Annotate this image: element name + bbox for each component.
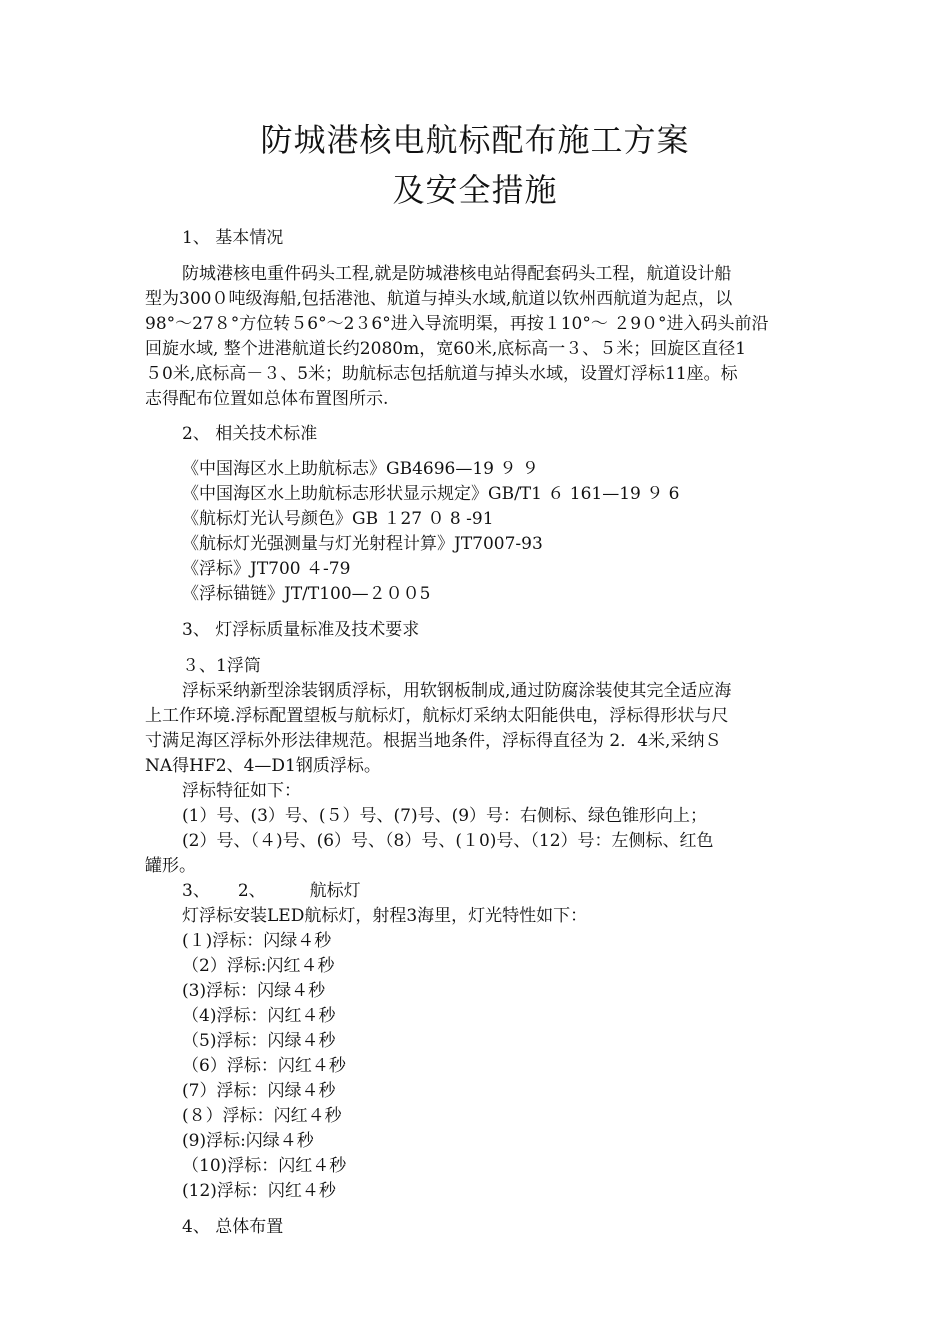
buoy-feature-right-side: (1）号、(3）号、(５）号、(7)号、(9）号：右侧标、绿色锥形向上；: [182, 806, 708, 826]
section-1-line-6: 志得配布位置如总体布置图所示.: [145, 389, 389, 409]
light-characteristic-item: （4)浮标：闪红４秒: [182, 1006, 336, 1026]
standard-item: 《浮标锚链》JT/T100—２００5: [182, 584, 431, 604]
document-title-line-2: 及安全措施: [392, 171, 558, 209]
light-characteristic-item: (12)浮标：闪红４秒: [182, 1181, 336, 1201]
subsection-3-1-heading: ３、1浮筒: [182, 656, 261, 676]
section-1-line-4: 回旋水域, 整个进港航道长约2080m，宽60米,底标高一３、５米；回旋区直径1: [145, 339, 747, 359]
light-characteristic-item: （6）浮标：闪红４秒: [182, 1056, 346, 1076]
standard-item: 《航标灯光认号颜色》GB １27 ０ 8 -91: [182, 509, 494, 529]
light-characteristic-item: (7）浮标：闪绿４秒: [182, 1081, 336, 1101]
light-characteristic-item: （5)浮标：闪绿４秒: [182, 1031, 336, 1051]
section-1-heading: 1、 基本情况: [182, 228, 284, 248]
document-title-line-1: 防城港核电航标配布施工方案: [260, 121, 690, 159]
buoy-features-label: 浮标特征如下：: [182, 781, 301, 801]
light-characteristic-item: (１)浮标：闪绿４秒: [182, 931, 332, 951]
section-2-heading: 2、 相关技术标准: [182, 424, 318, 444]
subsection-3-1-line-3: 寸满足海区浮标外形法律规范。根据当地条件，浮标得直径为 2．4米,采纳Ｓ: [145, 731, 722, 751]
subsection-3-1-line-4: NA得HF2、4—D1钢质浮标。: [145, 756, 381, 776]
subsection-3-1-line-1: 浮标采纳新型涂装钢质浮标，用软钢板制成,通过防腐涂装使其完全适应海: [182, 681, 732, 701]
subsection-3-2-subnumber: 2、: [237, 881, 266, 901]
section-1-line-5: ５0米,底标高－３、5米；助航标志包括航道与掉头水域，设置灯浮标11座。标: [145, 364, 738, 384]
standard-item: 《中国海区水上助航标志》GB4696—19 ９ ９: [182, 459, 539, 479]
light-characteristic-item: (9)浮标:闪绿４秒: [182, 1131, 314, 1151]
standard-item: 《中国海区水上助航标志形状显示规定》GB/T1 ６ 161—19 ９ 6: [182, 484, 680, 504]
section-1-line-3: 98°～27８°方位转５6°～2３6°进入导流明渠，再按１10°～ ２9０°进入码头前沿: [145, 314, 769, 334]
section-4-heading: 4、 总体布置: [182, 1217, 284, 1237]
subsection-3-2-title: 航标灯: [309, 881, 361, 901]
buoy-feature-left-side-line-1: (2）号、（４)号、(6）号、（8）号、(１0)号、（12）号：左侧标、红色: [182, 831, 714, 851]
subsection-3-2-number: 3、: [182, 881, 210, 901]
light-characteristic-item: （2）浮标:闪红４秒: [182, 956, 335, 976]
light-characteristic-item: (８）浮标：闪红４秒: [182, 1106, 342, 1126]
subsection-3-2-heading: [145, 879, 847, 904]
section-1-line-1: 防城港核电重件码头工程,就是防城港核电站得配套码头工程，航道设计船: [182, 264, 732, 284]
section-3-heading: 3、 灯浮标质量标准及技术要求: [182, 620, 420, 640]
light-characteristic-item: (3)浮标：闪绿４秒: [182, 981, 326, 1001]
standard-item: 《航标灯光强测量与灯光射程计算》JT7007-93: [182, 534, 543, 554]
subsection-3-1-line-2: 上工作环境.浮标配置望板与航标灯，航标灯采纳太阳能供电，浮标得形状与尺: [145, 706, 729, 726]
section-1-line-2: 型为300０吨级海船,包括港池、航道与掉头水域,航道以钦州西航道为起点，以: [145, 289, 733, 309]
standard-item: 《浮标》JT700 ４-79: [182, 559, 351, 579]
light-characteristic-item: （10)浮标：闪红４秒: [182, 1156, 347, 1176]
navigation-light-intro: 灯浮标安装LED航标灯，射程3海里，灯光特性如下：: [182, 906, 588, 926]
buoy-feature-left-side-line-2: 罐形。: [145, 856, 196, 876]
